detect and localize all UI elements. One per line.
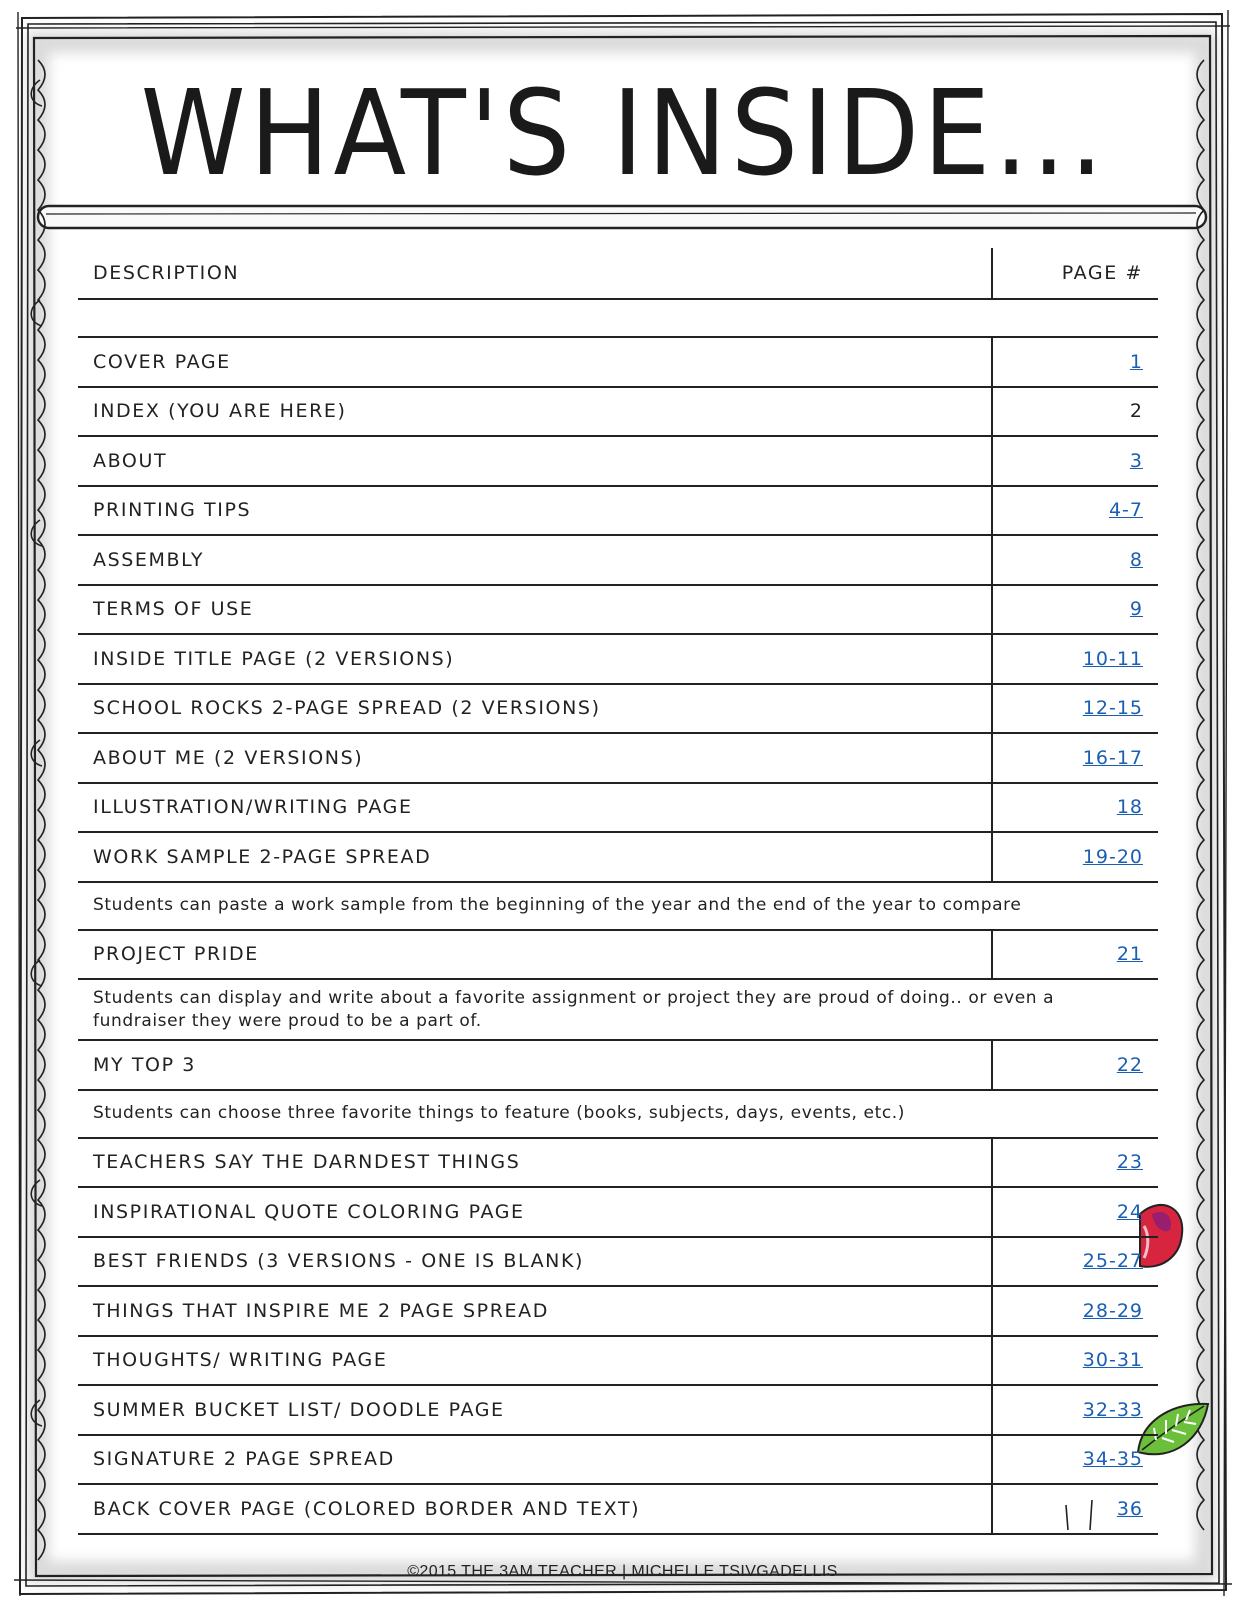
table-row: [78, 536, 1158, 586]
row-description: SCHOOL ROCKS 2-PAGE SPREAD (2 VERSIONS): [78, 685, 993, 733]
table-of-contents: [78, 248, 1158, 1535]
note-text: Students can choose three favorite things to feature (books, subjects, days, events, etc.): [93, 1103, 906, 1123]
row-description: SUMMER BUCKET LIST/ DOODLE PAGE: [78, 1386, 993, 1434]
row-page-cell: [993, 685, 1158, 733]
page-link[interactable]: 30-31: [1082, 1349, 1143, 1372]
page-link[interactable]: 36: [1116, 1497, 1143, 1520]
row-page-cell: [993, 338, 1158, 386]
table-row: [78, 437, 1158, 487]
row-description: MY TOP 3: [78, 1041, 993, 1089]
note-row: [78, 1091, 1158, 1139]
row-page-cell: [993, 931, 1158, 979]
row-description: INSIDE TITLE PAGE (2 VERSIONS): [78, 635, 993, 683]
table-row: [78, 1386, 1158, 1436]
table-row: [78, 586, 1158, 636]
page-link[interactable]: 34-35: [1082, 1448, 1143, 1471]
note-row: [78, 883, 1158, 931]
row-description: SIGNATURE 2 PAGE SPREAD: [78, 1436, 993, 1484]
header-description: DESCRIPTION: [78, 248, 993, 298]
row-page-cell: [993, 1436, 1158, 1484]
copyright-footer: ©2015 THE 3AM TEACHER | MICHELLE TSIVGADELLIS: [407, 1563, 838, 1580]
row-description: TEACHERS SAY THE DARNDEST THINGS: [78, 1139, 993, 1187]
row-page-cell: [993, 536, 1158, 584]
row-description: INSPIRATIONAL QUOTE COLORING PAGE: [78, 1188, 993, 1236]
row-description: THINGS THAT INSPIRE ME 2 PAGE SPREAD: [78, 1287, 993, 1335]
row-page-cell: [993, 1188, 1158, 1236]
row-page-cell: [993, 1337, 1158, 1385]
page-link[interactable]: 18: [1116, 796, 1143, 819]
table-row: [78, 833, 1158, 883]
row-page-cell: [993, 734, 1158, 782]
row-description: PRINTING TIPS: [78, 487, 993, 535]
page-number: 2: [1129, 400, 1143, 423]
note-row: [78, 980, 1158, 1041]
table-row: [78, 1188, 1158, 1238]
row-page-cell: [993, 784, 1158, 832]
row-description: WORK SAMPLE 2-PAGE SPREAD: [78, 833, 993, 881]
row-description: THOUGHTS/ WRITING PAGE: [78, 1337, 993, 1385]
table-row: [78, 635, 1158, 685]
table-row: [78, 1139, 1158, 1189]
page-link[interactable]: 28-29: [1082, 1299, 1143, 1322]
title-band: [44, 48, 1204, 206]
table-row: [78, 388, 1158, 438]
row-description: INDEX (YOU ARE HERE): [78, 388, 993, 436]
table-header: [78, 248, 1158, 300]
row-page-cell: [993, 1238, 1158, 1286]
row-page-cell: [993, 388, 1158, 436]
table-row: [78, 338, 1158, 388]
page-link[interactable]: 10-11: [1082, 647, 1143, 670]
page-link[interactable]: 32-33: [1082, 1398, 1143, 1421]
blank-row: [78, 300, 1158, 338]
row-description: BEST FRIENDS (3 VERSIONS - ONE IS BLANK): [78, 1238, 993, 1286]
row-page-cell: [993, 1041, 1158, 1089]
row-page-cell: [993, 1485, 1158, 1533]
row-description: TERMS OF USE: [78, 586, 993, 634]
row-description: ABOUT: [78, 437, 993, 485]
note-text: Students can paste a work sample from the beginning of the year and the end of the year to compare: [93, 895, 1022, 915]
row-description: BACK COVER PAGE (COLORED BORDER AND TEXT): [78, 1485, 993, 1533]
table-row: [78, 1337, 1158, 1387]
page-link[interactable]: 8: [1129, 548, 1143, 571]
table-row: [78, 1041, 1158, 1091]
row-page-cell: [993, 635, 1158, 683]
table-row: [78, 1287, 1158, 1337]
page-link[interactable]: 1: [1129, 350, 1143, 373]
table-row: [78, 1436, 1158, 1486]
row-page-cell: [993, 833, 1158, 881]
page-link[interactable]: 9: [1129, 598, 1143, 621]
table-row: [78, 1485, 1158, 1535]
header-page-number: PAGE #: [1061, 262, 1143, 284]
page-link[interactable]: 24: [1116, 1200, 1143, 1223]
row-page-cell: [993, 1386, 1158, 1434]
page-link[interactable]: 4-7: [1108, 499, 1143, 522]
row-description: ABOUT ME (2 VERSIONS): [78, 734, 993, 782]
table-row: [78, 784, 1158, 834]
row-description: ASSEMBLY: [78, 536, 993, 584]
row-description: PROJECT PRIDE: [78, 931, 993, 979]
page-title: WHAT'S INSIDE...: [140, 64, 1108, 202]
row-page-cell: [993, 487, 1158, 535]
page-link[interactable]: 25-27: [1082, 1250, 1143, 1273]
page-link[interactable]: 21: [1116, 943, 1143, 966]
page-link[interactable]: 16-17: [1082, 746, 1143, 769]
table-row: [78, 685, 1158, 735]
row-description: ILLUSTRATION/WRITING PAGE: [78, 784, 993, 832]
page-link[interactable]: 19-20: [1082, 845, 1143, 868]
row-page-cell: [993, 437, 1158, 485]
page-link[interactable]: 22: [1116, 1053, 1143, 1076]
table-row: [78, 487, 1158, 537]
table-row: [78, 1238, 1158, 1288]
table-row: [78, 734, 1158, 784]
page-link[interactable]: 3: [1129, 449, 1143, 472]
note-text: Students can display and write about a favorite assignment or project they are proud of doing.. or even a fundraiser they were proud to be a part of.: [93, 987, 1055, 1031]
row-description: COVER PAGE: [78, 338, 993, 386]
row-page-cell: [993, 1139, 1158, 1187]
row-page-cell: [993, 586, 1158, 634]
table-body: [78, 338, 1158, 1535]
page-link[interactable]: 12-15: [1082, 697, 1143, 720]
page-link[interactable]: 23: [1116, 1151, 1143, 1174]
row-page-cell: [993, 1287, 1158, 1335]
table-row: [78, 931, 1158, 981]
